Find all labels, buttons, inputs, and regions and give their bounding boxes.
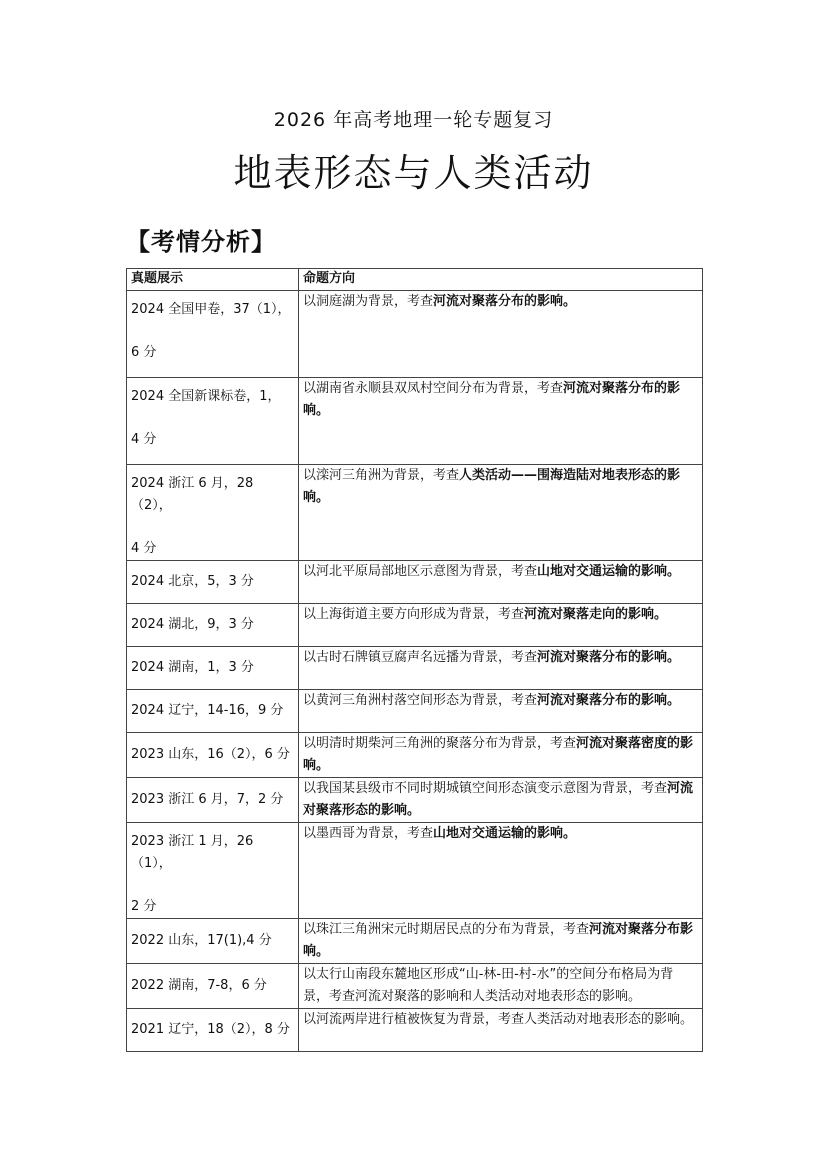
direction-cell: 以古时石牌镇豆腐声名远播为背景，考查河流对聚落分布的影响。 (299, 647, 703, 690)
source-cell: 2024 辽宁，14-16，9 分 (127, 690, 299, 733)
column-header-direction: 命题方向 (299, 269, 703, 291)
source-cell: 2021 辽宁，18（2），8 分 (127, 1009, 299, 1052)
table-row (127, 919, 703, 964)
direction-cell: 以我国某县级市不同时期城镇空间形态演变示意图为背景，考查河流对聚落形态的影响。 (299, 778, 703, 823)
document-subtitle: 2026 年高考地理一轮专题复习 (273, 109, 554, 131)
direction-cell: 以上海街道主要方向形成为背景，考查河流对聚落走向的影响。 (299, 604, 703, 647)
direction-cell: 以滦河三角洲为背景，考查人类活动——围海造陆对地表形态的影响。 (299, 465, 703, 561)
source-cell: 2023 浙江 6 月，7，2 分 (127, 778, 299, 823)
table-row (127, 465, 703, 561)
direction-cell: 以墨西哥为背景，考查山地对交通运输的影响。 (299, 823, 703, 919)
table-row (127, 823, 703, 919)
source-cell: 2024 浙江 6 月，28（2）， 4 分 (127, 465, 299, 561)
source-cell: 2022 湖南，7-8，6 分 (127, 964, 299, 1009)
source-cell: 2022 山东，17(1),4 分 (127, 919, 299, 964)
direction-cell: 以珠江三角洲宋元时期居民点的分布为背景，考查河流对聚落分布影响。 (299, 919, 703, 964)
direction-cell: 以湖南省永顺县双凤村空间分布为背景，考查河流对聚落分布的影响。 (299, 378, 703, 465)
table-row (127, 690, 703, 733)
source-cell: 2024 全国新课标卷，1， 4 分 (127, 378, 299, 465)
section-heading: 【考情分析】 (126, 228, 276, 256)
direction-cell: 以明清时期柴河三角洲的聚落分布为背景，考查河流对聚落密度的影响。 (299, 733, 703, 778)
table-row (127, 964, 703, 1009)
direction-cell: 以黄河三角洲村落空间形态为背景，考查河流对聚落分布的影响。 (299, 690, 703, 733)
source-cell: 2023 浙江 1 月，26（1）， 2 分 (127, 823, 299, 919)
source-cell: 2024 全国甲卷，37（1）， 6 分 (127, 291, 299, 378)
table-row (127, 778, 703, 823)
direction-cell: 以河北平原局部地区示意图为背景，考查山地对交通运输的影响。 (299, 561, 703, 604)
source-cell: 2023 山东，16（2），6 分 (127, 733, 299, 778)
table-row (127, 378, 703, 465)
table-row (127, 647, 703, 690)
source-cell: 2024 湖南，1，3 分 (127, 647, 299, 690)
column-header-source: 真题展示 (127, 269, 299, 291)
direction-cell: 以河流两岸进行植被恢复为背景，考查人类活动对地表形态的影响。 (299, 1009, 703, 1052)
source-cell: 2024 北京，5，3 分 (127, 561, 299, 604)
exam-analysis-table (126, 268, 703, 1052)
table-row (127, 1009, 703, 1052)
source-cell: 2024 湖北，9，3 分 (127, 604, 299, 647)
table-row (127, 604, 703, 647)
table-header-row (127, 269, 703, 291)
table-row (127, 291, 703, 378)
table-row (127, 733, 703, 778)
direction-cell: 以太行山南段东麓地区形成“山-林-田-村-水”的空间分布格局为背景，考查河流对聚落的影响和人类活动对地表形态的影响。 (299, 964, 703, 1009)
document-title: 地表形态与人类活动 (233, 151, 594, 195)
direction-cell: 以洞庭湖为背景，考查河流对聚落分布的影响。 (299, 291, 703, 378)
table-row (127, 561, 703, 604)
